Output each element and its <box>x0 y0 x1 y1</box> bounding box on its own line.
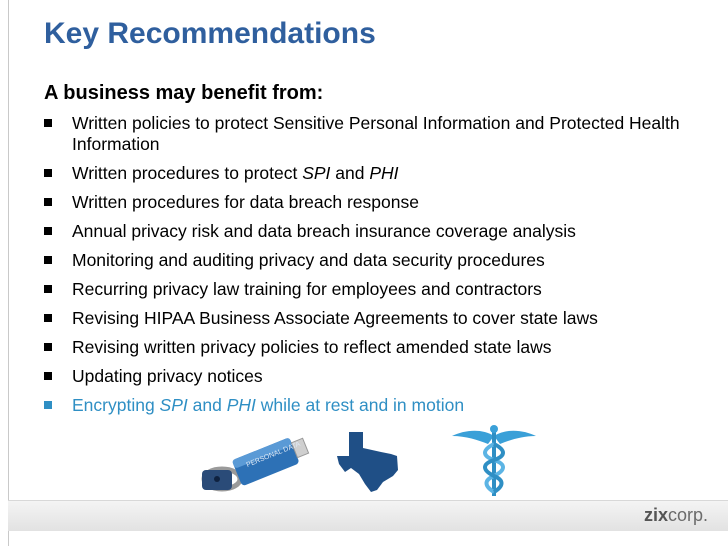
slide-title: Key Recommendations <box>44 17 376 50</box>
bullet-text: Written procedures to protect <box>72 163 303 183</box>
bullet-text: Encrypting <box>72 395 160 415</box>
bullet-text: and <box>187 395 227 415</box>
italic-term: PHI <box>226 395 256 415</box>
recommendation-item <box>44 250 714 271</box>
footer-bar <box>8 500 728 531</box>
recommendation-item <box>44 279 714 300</box>
bullet-square-icon <box>44 256 52 264</box>
bullet-square-icon <box>44 314 52 322</box>
recommendation-item <box>44 221 714 242</box>
bullet-text: Annual privacy risk and data breach insurance coverage analysis <box>72 221 576 241</box>
recommendation-item <box>44 308 714 329</box>
bullet-text: Monitoring and auditing privacy and data security procedures <box>72 250 545 270</box>
recommendation-item <box>44 337 714 358</box>
italic-term: PHI <box>369 163 399 183</box>
bullet-square-icon <box>44 227 52 235</box>
bullet-square-icon <box>44 198 52 206</box>
recommendation-item <box>44 395 714 416</box>
bullet-text: Recurring privacy law training for employees and contractors <box>72 279 542 299</box>
italic-term: SPI <box>302 163 331 183</box>
bullet-square-icon <box>44 372 52 380</box>
recommendation-item <box>44 192 714 213</box>
recommendation-item <box>44 163 714 184</box>
bullet-text: Written policies to protect Sensitive Personal Information and Protected Health Information <box>72 113 680 154</box>
recommendation-item <box>44 113 714 155</box>
italic-term: SPI <box>159 395 188 415</box>
slide-subtitle: A business may benefit from: <box>44 82 324 104</box>
bullet-square-icon <box>44 169 52 177</box>
caduceus-icon <box>448 422 540 503</box>
bullet-text: Revising HIPAA Business Associate Agreements to cover state laws <box>72 308 598 328</box>
illustration-row <box>0 422 728 498</box>
usb-label-top: PERSONAL DATA <box>245 440 302 469</box>
bullet-square-icon <box>44 119 52 127</box>
usb-lock-icon <box>200 424 312 499</box>
recommendation-item <box>44 366 714 387</box>
bullet-square-icon <box>44 401 52 409</box>
recommendation-list <box>44 113 714 424</box>
bullet-text: Written procedures for data breach response <box>72 192 419 212</box>
bullet-text: and <box>330 163 370 183</box>
bullet-text: Revising written privacy policies to reflect amended state laws <box>72 337 552 357</box>
bullet-square-icon <box>44 343 52 351</box>
bullet-text: while at rest and in motion <box>255 395 465 415</box>
bullet-square-icon <box>44 285 52 293</box>
texas-icon <box>335 430 401 499</box>
company-logo: zixcorp. <box>643 505 708 525</box>
bullet-text: Updating privacy notices <box>72 366 263 386</box>
